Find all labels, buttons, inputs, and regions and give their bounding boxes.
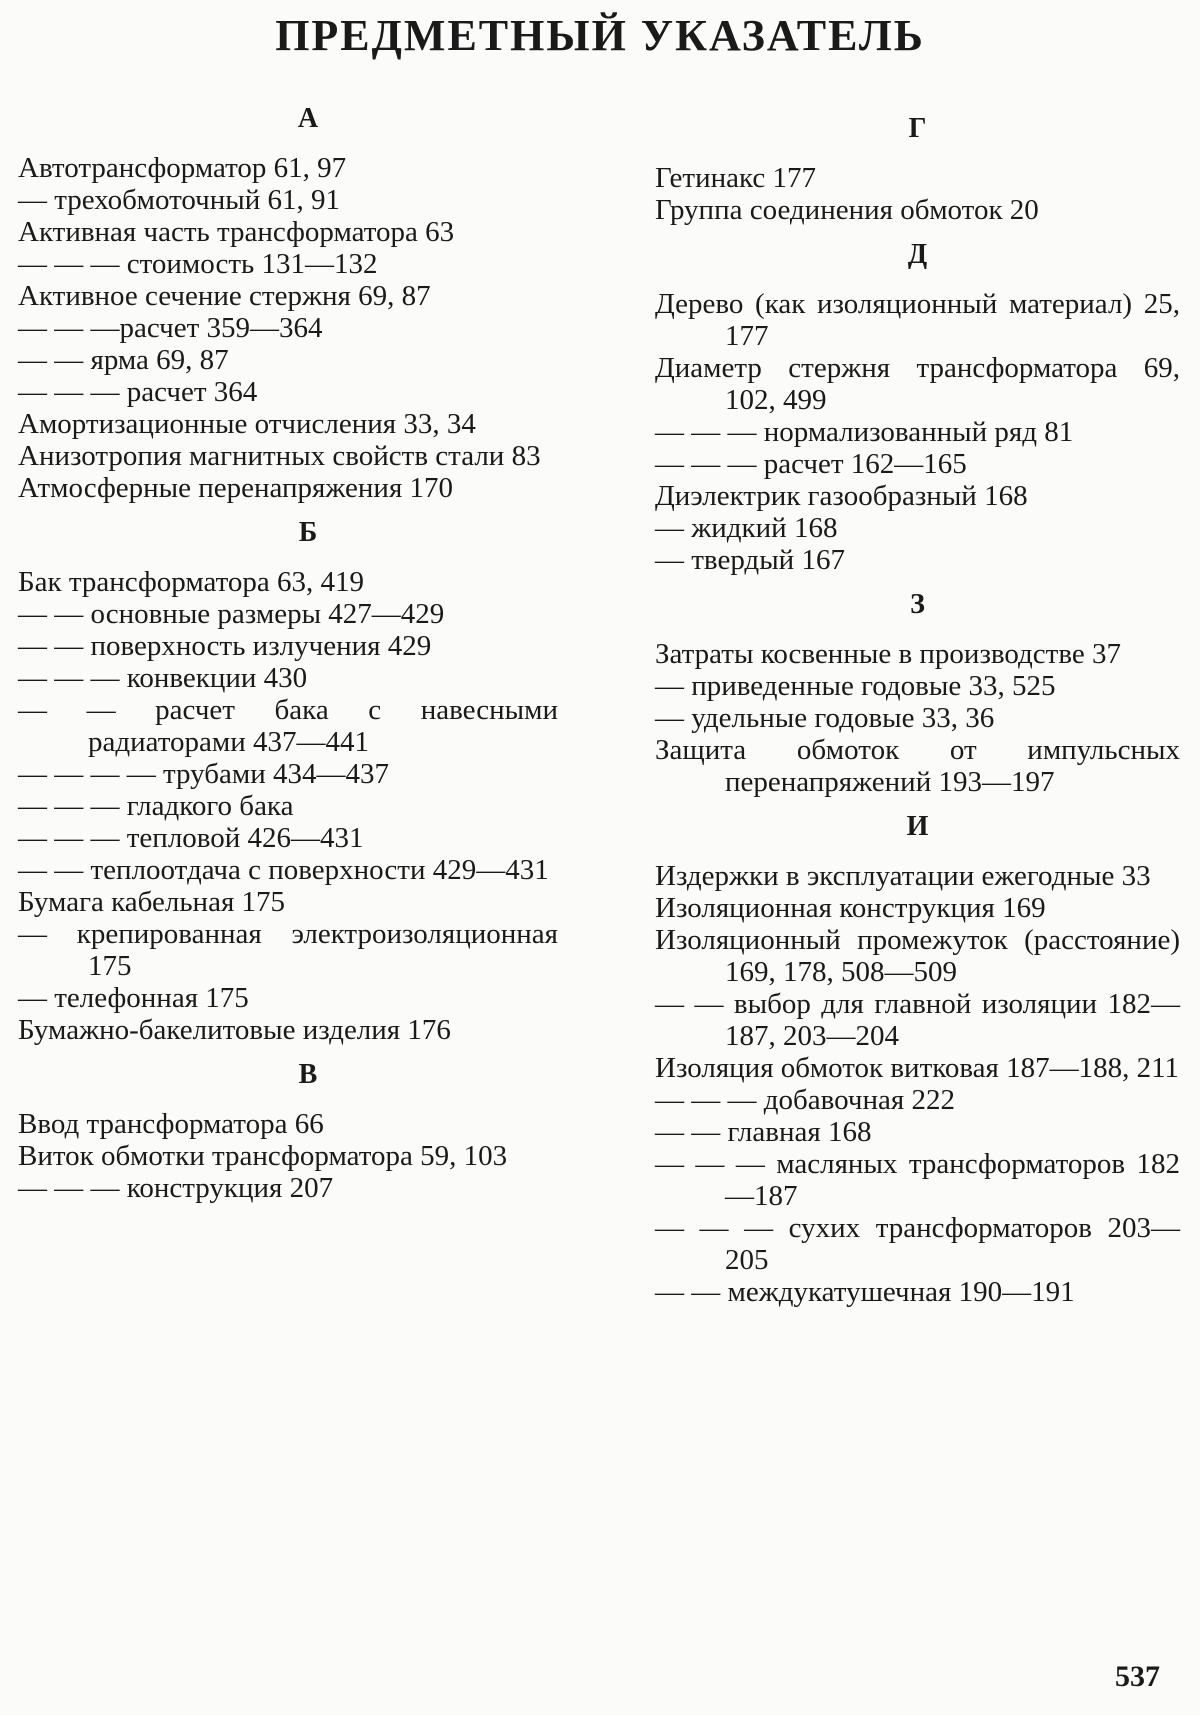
index-entry: — удельные годовые 33, 36	[655, 702, 995, 734]
index-entry: Амортизационные отчисления 33, 34	[18, 408, 476, 440]
index-entry: Гетинакс 177	[655, 162, 817, 194]
index-entry: Группа соединения обмоток 20	[655, 194, 1039, 226]
index-entry: — — —расчет 359—364	[18, 312, 323, 344]
index-entry: — — — конвекции 430	[18, 662, 308, 694]
section-letter: В	[298, 1059, 318, 1090]
index-entry: — — — конструкция 207	[18, 1172, 334, 1204]
index-entry: — — — расчет 162—165	[655, 448, 967, 480]
section-letter: Д	[907, 239, 928, 270]
index-entry: — приведенные годовые 33, 525	[655, 670, 1056, 702]
index-entry: Атмосферные перенапряжения 170	[18, 472, 454, 504]
index-entry: — — — расчет 364	[18, 376, 258, 408]
section-letter: З	[910, 589, 925, 620]
index-entry: — — междукатушечная 190—191	[655, 1276, 1075, 1308]
index-entry: — — — гладкого бака	[18, 790, 294, 822]
index-entry: Бумажно-бакелитовые изделия 176	[18, 1014, 451, 1046]
index-entry: — — — нормализованный ряд 81	[655, 416, 1074, 448]
index-entry: Дерево (как изоляционный материал) 25, 177	[655, 288, 1180, 352]
section-letter: Б	[298, 517, 318, 548]
index-entry: — — — — трубами 434—437	[18, 758, 390, 790]
index-entry: — трехобмоточный 61, 91	[18, 184, 341, 216]
index-entry: — — расчет бака с навесными радиаторами 437—441	[18, 694, 558, 758]
index-entry: — — теплоотдача с поверхности 429—431	[18, 854, 549, 886]
index-entry: — — главная 168	[655, 1116, 872, 1148]
index-entry: Изоляция обмоток витковая 187—188, 211	[655, 1052, 1180, 1084]
index-entry: Диэлектрик газообразный 168	[655, 480, 1028, 512]
index-entry: — — — добавочная 222	[655, 1084, 955, 1116]
section-letter: А	[297, 103, 319, 134]
index-entry: Анизотропия магнитных свойств стали 83	[18, 440, 541, 472]
section-letter: И	[906, 811, 929, 842]
index-entry: Виток обмотки трансформатора 59, 103	[18, 1140, 508, 1172]
index-entry: Защита обмоток от импульсных перенапряжений 193—197	[655, 734, 1180, 798]
index-entry: Активное сечение стержня 69, 87	[18, 280, 431, 312]
index-entry: Бак трансформатора 63, 419	[18, 566, 365, 598]
index-entry: — — — сухих трансформаторов 203—205	[655, 1212, 1180, 1276]
section-letter: Г	[908, 113, 927, 144]
index-entry: — — — тепловой 426—431	[18, 822, 364, 854]
index-column-left	[18, 90, 558, 1204]
index-entry: — крепированная электроизоляционная 175	[18, 918, 558, 982]
index-entry: — жидкий 168	[655, 512, 838, 544]
index-entry: Издержки в эксплуатации ежегодные 33	[655, 860, 1151, 892]
index-entry: Диаметр стержня трансформатора 69, 102, 499	[655, 352, 1180, 416]
index-entry: Изоляционная конструкция 169	[655, 892, 1046, 924]
index-entry: — — — масляных трансформаторов 182—187	[655, 1148, 1180, 1212]
index-entry: Затраты косвенные в производстве 37	[655, 638, 1121, 670]
index-entry: Активная часть трансформатора 63	[18, 216, 455, 248]
index-entry: — — ярма 69, 87	[18, 344, 229, 376]
index-entry: — — основные размеры 427—429	[18, 598, 445, 630]
index-entry: — твердый 167	[655, 544, 845, 576]
index-entry: — телефонная 175	[18, 982, 249, 1014]
page-number: 537	[1115, 1660, 1160, 1693]
index-entry: — — выбор для главной изоляции 182—187, 203—204	[655, 988, 1180, 1052]
index-entry: Ввод трансформатора 66	[18, 1108, 324, 1140]
index-entry: — — — стоимость 131—132	[18, 248, 378, 280]
index-entry: Автотрансформатор 61, 97	[18, 152, 347, 184]
index-entry: Изоляционный промежуток (расстояние) 169, 178, 508—509	[655, 924, 1180, 988]
index-column-right	[655, 100, 1180, 1308]
page-title: ПРЕДМЕТНЫЙ УКАЗАТЕЛЬ	[275, 11, 925, 60]
index-entry: — — поверхность излучения 429	[18, 630, 432, 662]
index-entry: Бумага кабельная 175	[18, 886, 286, 918]
